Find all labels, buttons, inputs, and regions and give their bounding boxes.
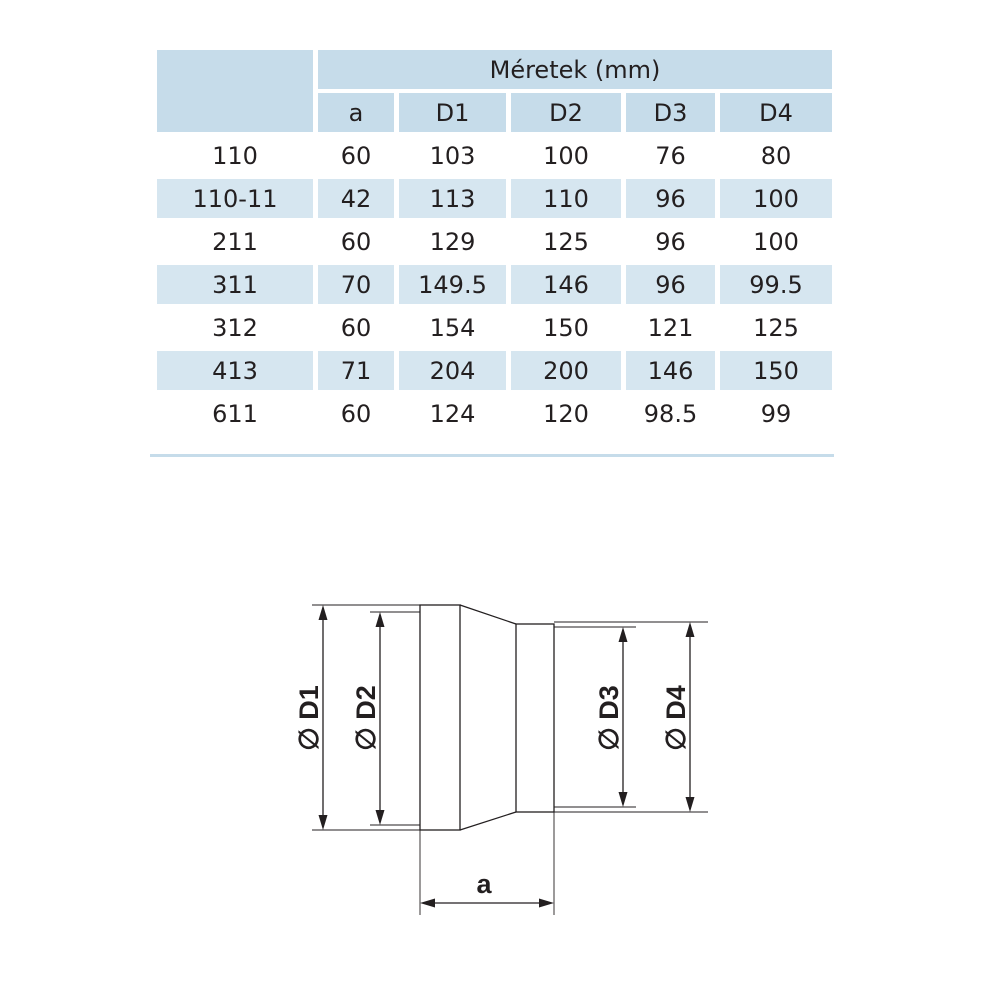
column-header-d2: D2 — [511, 93, 621, 132]
dimensions-group-header: Méretek (mm) — [318, 50, 832, 89]
value-cell-d2: 200 — [511, 351, 621, 390]
d1-arrow-bottom-icon — [319, 815, 328, 830]
model-cell: 211 — [212, 227, 258, 256]
table-row — [157, 308, 832, 347]
value-cell-a: 60 — [340, 399, 372, 428]
d1-arrow-top-icon — [319, 605, 328, 620]
table-bottom-rule — [150, 454, 834, 457]
d2-label: ∅ D2 — [351, 685, 381, 751]
value-cell-d3: 96 — [626, 179, 715, 218]
reducer-drawing — [0, 560, 1000, 940]
value-cell-d1: 103 — [429, 141, 476, 170]
value-cell-d2: 146 — [511, 265, 621, 304]
table-row — [157, 394, 832, 433]
dimensions-table — [152, 46, 837, 437]
table-row — [157, 265, 832, 304]
value-cell-d1: 129 — [429, 227, 476, 256]
header-corner-cell — [157, 50, 313, 132]
d2-arrow-bottom-icon — [376, 810, 385, 825]
table-row — [157, 179, 832, 218]
model-cell: 312 — [212, 313, 258, 342]
column-header-a: a — [318, 93, 394, 132]
value-cell-d4: 80 — [760, 141, 792, 170]
value-cell-d4: 125 — [753, 313, 799, 342]
value-cell-a: 71 — [318, 351, 394, 390]
d4-label: ∅ D4 — [661, 685, 691, 751]
value-cell-a: 60 — [340, 313, 372, 342]
value-cell-d3: 96 — [655, 227, 686, 256]
d2-arrow-top-icon — [376, 612, 385, 627]
value-cell-d3: 76 — [655, 141, 686, 170]
value-cell-d4: 100 — [720, 179, 832, 218]
a-arrow-left-icon — [420, 899, 435, 908]
value-cell-d1: 113 — [399, 179, 506, 218]
value-cell-d4: 100 — [753, 227, 799, 256]
value-cell-d3: 121 — [647, 313, 694, 342]
model-cell: 413 — [157, 351, 313, 390]
value-cell-d2: 100 — [543, 141, 589, 170]
d4-arrow-top-icon — [686, 622, 695, 637]
value-cell-a: 42 — [318, 179, 394, 218]
table-row — [157, 136, 832, 175]
value-cell-a: 60 — [340, 141, 372, 170]
value-cell-a: 70 — [318, 265, 394, 304]
value-cell-d2: 125 — [543, 227, 589, 256]
model-cell: 110 — [212, 141, 258, 170]
value-cell-d2: 150 — [543, 313, 589, 342]
value-cell-d4: 99 — [760, 399, 792, 428]
value-cell-d1: 154 — [429, 313, 476, 342]
value-cell-a: 60 — [340, 227, 372, 256]
value-cell-d3: 146 — [626, 351, 715, 390]
d4-arrow-bottom-icon — [686, 797, 695, 812]
column-header-d3: D3 — [626, 93, 715, 132]
value-cell-d1: 204 — [399, 351, 506, 390]
d1-label: ∅ D1 — [294, 685, 324, 751]
a-arrow-right-icon — [539, 899, 554, 908]
value-cell-d4: 99.5 — [720, 265, 832, 304]
value-cell-d2: 120 — [543, 399, 589, 428]
column-header-d1: D1 — [399, 93, 506, 132]
reducer-body — [420, 605, 554, 830]
column-header-d4: D4 — [720, 93, 832, 132]
value-cell-d3: 96 — [626, 265, 715, 304]
value-cell-d3: 98.5 — [643, 399, 698, 428]
model-cell: 110-11 — [157, 179, 313, 218]
value-cell-d2: 110 — [511, 179, 621, 218]
value-cell-d4: 150 — [720, 351, 832, 390]
a-label: a — [476, 869, 492, 899]
d3-label: ∅ D3 — [594, 685, 624, 751]
table-row — [157, 222, 832, 261]
model-cell: 611 — [212, 399, 258, 428]
d3-arrow-top-icon — [619, 627, 628, 642]
table-row — [157, 351, 832, 390]
model-cell: 311 — [157, 265, 313, 304]
d3-arrow-bottom-icon — [619, 792, 628, 807]
extension-lines — [312, 605, 708, 915]
value-cell-d1: 124 — [429, 399, 476, 428]
value-cell-d1: 149.5 — [399, 265, 506, 304]
